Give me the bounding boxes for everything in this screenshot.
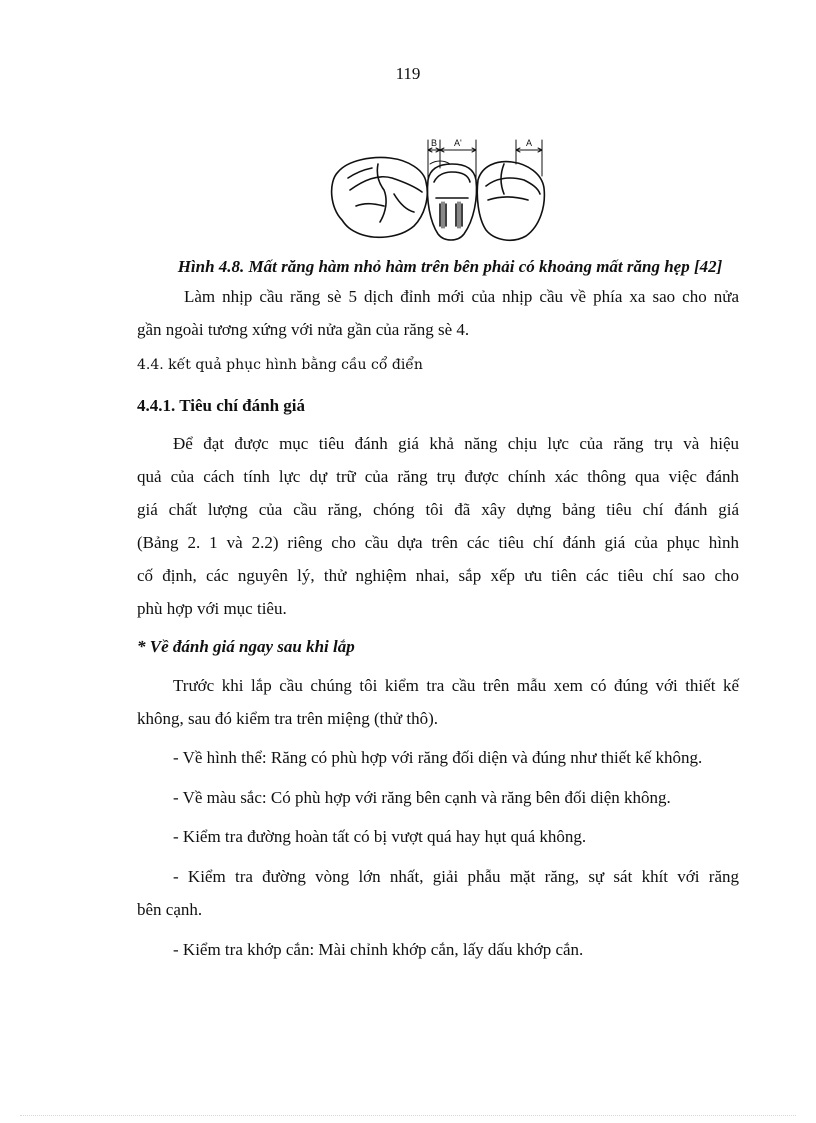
p2-line1: Để đạt được mục tiêu đánh giá khả năng chịu lực của răng trụ và hiệu xyxy=(173,434,739,453)
p3-line2: không, sau đó kiểm tra trên miệng (thử thô). xyxy=(137,709,438,728)
p2-line3: giá chất lượng của cầu răng, chóng tôi đã xây dựng bảng tiêu chí đánh giá xyxy=(137,500,739,519)
label-a-prime: A' xyxy=(454,138,462,148)
p1-line1: Làm nhịp cầu răng sè 5 dịch đỉnh mới của nhịp cầu về phía xa sao cho nửa xyxy=(184,287,739,306)
p2-line6: phù hợp với mục tiêu. xyxy=(137,599,287,618)
tooth-figure xyxy=(328,134,548,246)
bullet-color: - Về màu sắc: Có phù hợp với răng bên cạnh và răng bên đối diện không. xyxy=(173,788,671,807)
label-a: A xyxy=(526,138,533,148)
subheading-after-fitting: * Về đánh giá ngay sau khi lắp xyxy=(137,637,355,656)
section-heading-4-4: 4.4. kết quả phục hình bằng cầu cổ điển xyxy=(137,357,423,373)
bullet-contour-line1: - Kiểm tra đường vòng lớn nhất, giải phẫu mặt răng, sự sát khít với răng xyxy=(173,867,739,886)
p2-line2: quả của cách tính lực dự trữ của răng trụ được chính xác thông qua việc đánh xyxy=(137,467,739,486)
pontic-tooth xyxy=(427,164,476,240)
right-premolar xyxy=(477,162,544,241)
bullet-occlusion: - Kiểm tra khớp cắn: Mài chỉnh khớp cắn, lấy dấu khớp cắn. xyxy=(173,940,584,959)
section-heading-4-4-1: 4.4.1. Tiêu chí đánh giá xyxy=(137,396,306,415)
label-b: B xyxy=(431,138,438,148)
bullet-shape: - Về hình thể: Răng có phù hợp với răng đối diện và đúng như thiết kế không. xyxy=(173,748,703,767)
page-bottom-divider xyxy=(20,1115,796,1116)
figure-caption: Hình 4.8. Mất răng hàm nhỏ hàm trên bên phải có khoảng mất răng hẹp [42] xyxy=(177,257,723,276)
bullet-contour-line2: bên cạnh. xyxy=(137,900,203,919)
p2-line4: (Bảng 2. 1 và 2.2) riêng cho cầu dựa trên các tiêu chí đánh giá của phục hình xyxy=(137,533,739,552)
bullet-finish-line: - Kiểm tra đường hoàn tất có bị vượt quá hay hụt quá không. xyxy=(173,827,587,846)
page-number: 119 xyxy=(395,64,421,83)
p2-line5: cố định, các nguyên lý, thử nghiệm nhai, sắp xếp ưu tiên các tiêu chí sao cho xyxy=(137,566,739,585)
p1-line2: gần ngoài tương xứng với nửa gần của răng sè 4. xyxy=(137,320,470,339)
tooth-drawing xyxy=(328,134,548,246)
left-molar xyxy=(332,158,428,238)
p3-line1: Trước khi lắp cầu chúng tôi kiểm tra cầu trên mẫu xem có đúng với thiết kế xyxy=(173,676,739,695)
